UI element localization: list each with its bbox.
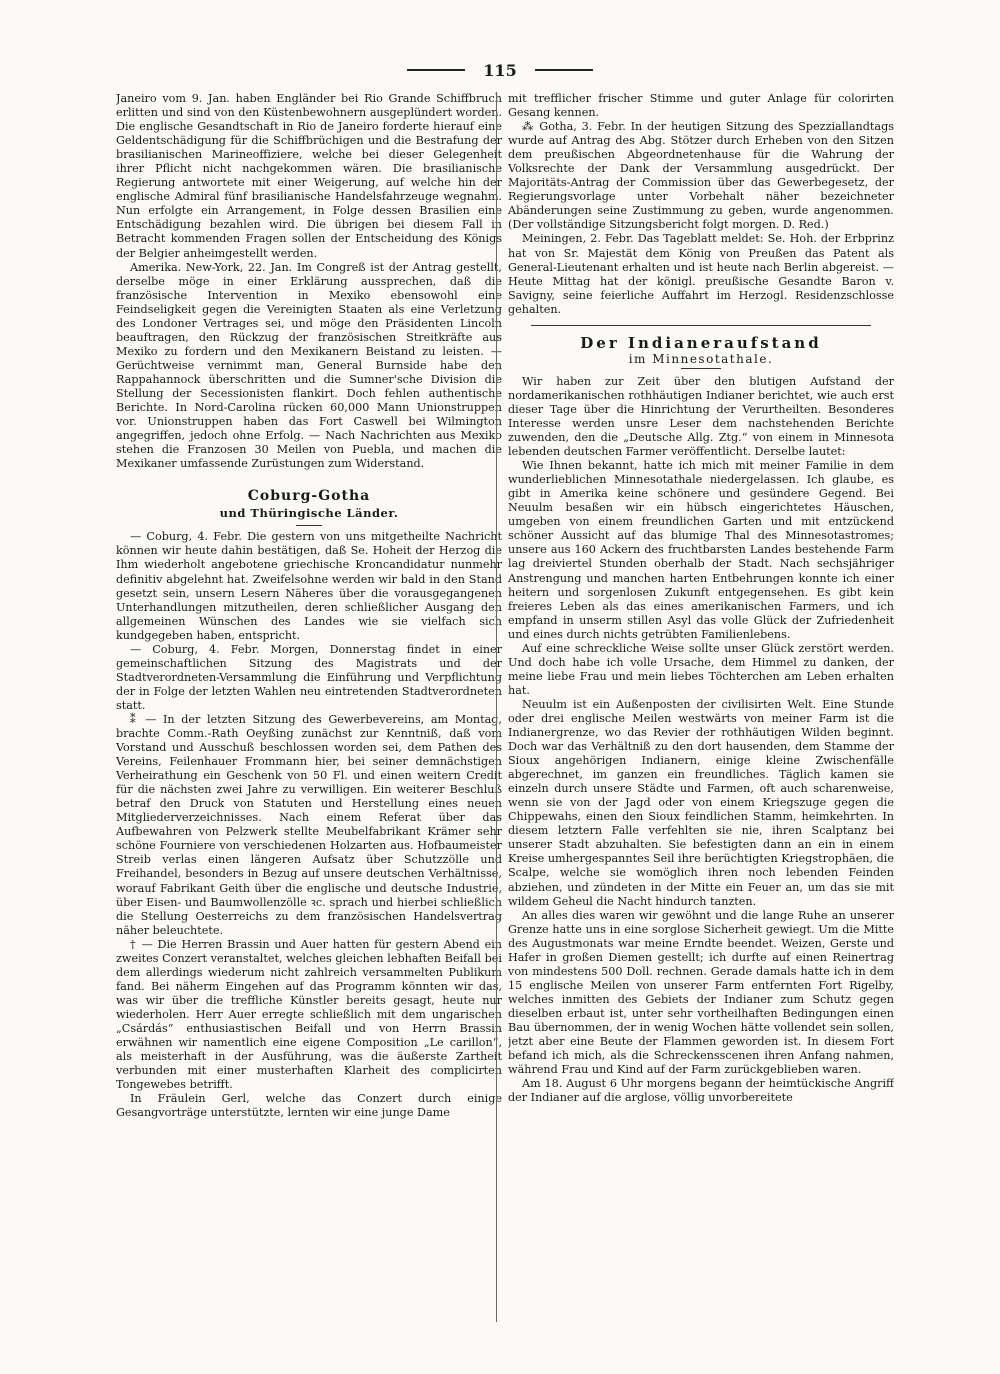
article-title: Der Indianeraufstand — [580, 333, 822, 352]
section-title: Coburg-Gotha — [247, 488, 371, 505]
page-header — [0, 60, 1000, 80]
right-column — [508, 92, 894, 1322]
header-rule-left — [407, 69, 465, 71]
article-paragraph: Wir haben zur Zeit über den blutigen Aufstand der nordamerikanischen rothhäutigen Indianer berichtet, wie auch erst dieser Tage über die Hinrichtung der Verurtheilten. Besonderes Interesse werden unsre Leser dem nachstehenden Berichte zuwenden, den die „Deutsche Allg. Ztg.“ von einem in Minnesota lebenden deutschen Farmer veröffentlicht. Derselbe lautet: — [508, 374, 894, 459]
article-paragraph: Am 18. August 6 Uhr morgens begann der heimtückische Angriff der Indianer auf die arglose, völlig unvorbereitete — [508, 1077, 894, 1105]
section-subtitle: und Thüringische Länder. — [219, 506, 399, 521]
column-divider — [496, 92, 497, 1322]
article-paragraph: ⁑ — In der letzten Sitzung des Gewerbevereins, am Montag, brachte Comm.-Rath Oeyßing zunächst zur Kenntniß, daß vom Vorstand und Ausschuß beschlossen worden sei, dem Pathen des Vereins, Feilenhauer Frommann hier, bei seiner demnächstigen Verheirathung ein Geschenk von 50 Fl. und einen weitern Credit für die nächsten zwei Jahre zu verwilligen. Ein weiterer Beschluß betraf den Druck von Statuten und Herstellung eines neuen Mitgliederverzeichnisses. Nach einem Referat über das Aufbewahren von Pelzwerk stellte Meubelfabrikant Krämer sehr schöne Fourniere von verschiedenen Holzarten aus. Hofbaumeister Streib verlas einen längeren Aufsatz über Schutzzölle und Freihandel, besonders in Bezug auf unsere deutschen Verhältnisse, worauf Fabrikant Geith über die englische und deutsche Industrie, über Eisen- und Baumwollenzölle ꝛc. sprach und hierbei schließlich die Stellung Oesterreichs zu dem französischen Handelsvertrag näher beleuchtete. — [116, 712, 502, 937]
article-paragraph: Meiningen, 2. Febr. Das Tageblatt meldet: Se. Hoh. der Erbprinz hat von Sr. Majestät dem König von Preußen das Patent als General-Lieutenant erhalten und ist heute nach Berlin abgereist. — Heute Mittag hat der königl. preußische Gesandte Baron v. Savigny, seine feierliche Auffahrt im Herzogl. Residenzschlosse gehalten. — [508, 232, 894, 316]
article-paragraph: Wie Ihnen bekannt, hatte ich mich mit meiner Familie in dem wunderlieblichen Minnesotathale niedergelassen. Ich glaube, es gibt in Amerika keine schönere und gesündere Gegend. Bei Neuulm besaßen wir ein hübsch eingerichtetes Häuschen, umgeben von einem freundlichen Garten und mit entzückend schöner Aussicht auf das blumige Thal des Minnesotastromes; unsere aus 160 Ackern des fruchtbarsten Landes bestehende Farm lag dreiviertel Stunden oberhalb der Stadt. Nach sechsjähriger Anstrengung und manchen harten Entbehrungen konnte ich einer heitern und sorgenlosen Zukunft entgegensehen. Es gibt kein freieres Leben als das eines amerikanischen Farmers, und ich empfand in unserm stillen Asyl das volle Glück der Zufriedenheit und eines durch nichts getrübten Familienlebens. — [508, 459, 894, 641]
article-paragraph: Janeiro vom 9. Jan. haben Engländer bei Rio Grande Schiffbruch erlitten und sind von den Küstenbewohnern ausgeplündert worden. Die englische Gesandtschaft in Rio de Janeiro forderte hierauf eine Geldentschädigung für die Schiffbrüchigen und die Bestrafung der brasilianischen Marineoffiziere, welche bei dieser Gelegenheit ihrer Pflicht nicht nachgekommen wären. Die brasilianische Regierung antwortete mit einer Weigerung, auf welche hin der englische Admiral fünf brasilianische Handelsfahrzeuge wegnahm. Nun erfolgte ein Arrangement, in Folge dessen Brasilien eine Entschädigung bezahlen wird. Die übrigen bei diesem Fall in Betracht kommenden Fragen sollen der Entscheidung des Königs der Belgier anheimgestellt werden. — [116, 92, 502, 260]
article-paragraph: † — Die Herren Brassin und Auer hatten für gestern Abend ein zweites Conzert veranstaltet, welches gleichen lebhaften Beifall bei dem allerdings wiederum nicht zahlreich versammelten Publikum fand. Bei näherm Eingehen auf das Programm könnten wir das, was wir über die treffliche Künstler bereits gesagt, heute nur wiederholen. Herr Auer erregte schließlich mit dem ungarischen „Csárdás“ enthusiastischen Beifall und von Herrn Brassin erwähnen wir namentlich eine eigene Composition „Le carillon“, als meisterhaft in der Ausführung, was die äußerste Zartheit verbunden mit einer musterhaften Klarheit des complicirten Tongewebes betrifft. — [116, 937, 502, 1092]
article-paragraph: — Coburg, 4. Febr. Morgen, Donnerstag findet in einer gemeinschaftlichen Sitzung des Magistrats und der Stadtverordneten-Versammlung die Einführung und Verpflichtung der in Folge der letzten Wahlen neu eintretenden Stadtverordneten statt. — [116, 642, 502, 712]
page-number: 115 — [483, 60, 517, 80]
subtitle-rule — [681, 368, 721, 369]
header-rule-right — [535, 69, 593, 71]
section-rule — [296, 525, 322, 526]
article-paragraph: An alles dies waren wir gewöhnt und die lange Ruhe an unserer Grenze hatte uns in eine sorglose Sicherheit gewiegt. Um die Mitte des Augustmonats war meine Erndte beendet. Weizen, Gerste und Hafer in großen Diemen gestellt; ich durfte auf einen Reinertrag von mindestens 500 Doll. rechnen. Gerade damals hatte ich in dem 15 englische Meilen von unserer Farm entfernten Fort Rigelby, welches inmitten des Gebiets der Indianer zum Schutz gegen dieselben erbaut ist, unter sehr vortheilhaften Bedingungen einen Bau übernommen, der in wenig Wochen hätte vollendet sein sollen, jetzt aber eine Beute der Flammen geworden ist. In diesem Fort befand ich mich, als die Schreckensscenen ihren Anfang nahmen, während Frau und Kind auf der Farm zurückgeblieben waren. — [508, 908, 894, 1077]
article-subtitle: im Minnesotathale. — [628, 351, 774, 366]
article-paragraph: Amerika. New-York, 22. Jan. Im Congreß ist der Antrag gestellt, derselbe möge in einer Erklärung aussprechen, daß die französische Intervention in Mexiko ebensowohl eine Feindseligkeit gegen die Vereinigten Staaten als eine Verletzung des Londoner Vertrages sei, und möge den Präsidenten Lincoln beauftragen, den Rückzug der französischen Streitkräfte aus Mexiko zu fordern und den Mexikanern Beistand zu leisten. — Gerüchtweise vernimmt man, General Burnside habe den Rappahannock überschritten und die Sumner'sche Division die Stellung der Secessionisten flankirt. Doch fehlen authentische Berichte. In Nord-Carolina rücken 60,000 Mann Unionstruppen vor. Unionstruppen haben das Fort Caswell bei Wilmington angegriffen, jedoch ohne Erfolg. — Nach Nachrichten aus Mexiko stehen die Franzosen 30 Meilen von Puebla, und machen die Mexikaner umfassende Zurüstungen zum Widerstand. — [116, 260, 502, 471]
article-paragraph: Auf eine schreckliche Weise sollte unser Glück zerstört werden. Und doch habe ich volle Ursache, dem Himmel zu danken, der meine liebe Frau und mein liebes Töchterchen am Leben erhalten hat. — [508, 641, 894, 697]
article-paragraph: Neuulm ist ein Außenposten der civilisirten Welt. Eine Stunde oder drei englische Meilen westwärts von meiner Farm ist die Indianergrenze, wo das Revier der rothhäutigen Wilden beginnt. Doch war das Verhältniß zu den dort hausenden, dem Stamme der Sioux angehörigen Indianern, einige kleine Zwischenfälle abgerechnet, im ganzen ein freundliches. Täglich kamen sie einzeln durch unsere Städte und Farmen, oft auch scharenweise, wenn sie von der Jagd oder von einem Kriegszuge gegen die Chippewahs, einen den Sioux feindlichen Stamm, heimkehrten. In diesem letztern Falle verfehlten sie nie, ihren Scalptanz bei unserer Stadt abzuhalten. Sie befestigten dann an ein in einem Kreise umhergespanntes Seil ihre berüchtigten Kriegstrophäen, die Scalpe, welche sie womöglich ihren noch lebenden Feinden abziehen, und zündeten in der Mitte ein Feuer an, um das sie mit wildem Geheul die Nacht hindurch tanzten. — [508, 697, 894, 908]
article-paragraph: mit trefflicher frischer Stimme und guter Anlage für colorirten Gesang kennen. — [508, 92, 894, 120]
article-paragraph: — Coburg, 4. Febr. Die gestern von uns mitgetheilte Nachricht können wir heute dahin bestätigen, daß Se. Hoheit der Herzog die Ihm wiederholt angebotene griechische Kroncandidatur nunmehr definitiv abgelehnt hat. Zweifelsohne werden wir bald in den Stand gesetzt sein, unsern Lesern Näheres über die vorausgegangenen Unterhandlungen mitzutheilen, deren schließlicher Ausgang den allgemeinen Wünschen des Landes wie sie vielfach sich kundgegeben haben, entspricht. — [116, 530, 502, 642]
left-column — [116, 92, 502, 1322]
article-paragraph: ⁂ Gotha, 3. Febr. In der heutigen Sitzung des Spezziallandtags wurde auf Antrag des Abg. Stötzer durch Erheben von den Sitzen dem preußischen Abgeordnetenhause für die Wahrung der Volksrechte der Dank der Versammlung ausgedrückt. Der Majoritäts-Antrag der Commission über das Gewerbegesetz, der Regierungsvorlage unter Vorbehalt näher bezeichneter Abänderungen seine Zustimmung zu geben, wurde angenommen. (Der vollständige Sitzungsbericht folgt morgen. D. Red.) — [508, 120, 894, 232]
headline-rule — [531, 325, 871, 326]
article-paragraph: In Fräulein Gerl, welche das Conzert durch einige Gesangvorträge unterstützte, lernten wir eine junge Dame — [116, 1092, 502, 1120]
